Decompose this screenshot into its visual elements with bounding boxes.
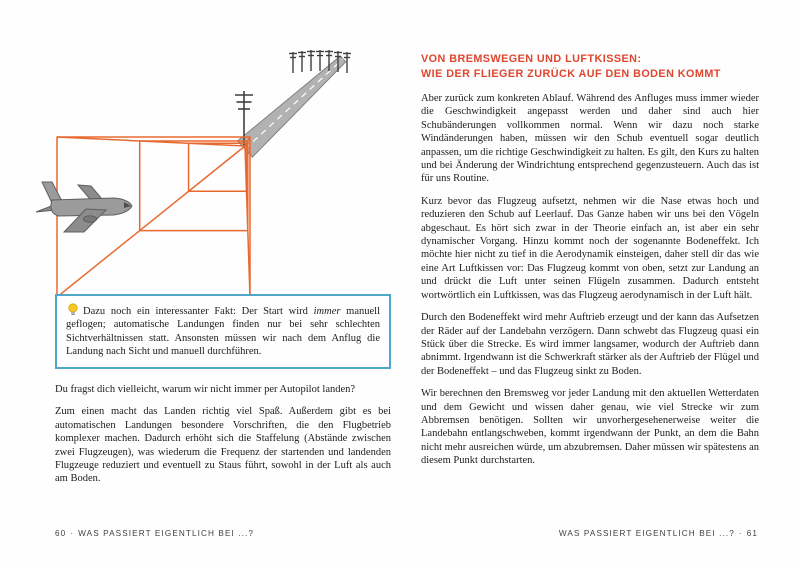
left-page <box>55 0 391 566</box>
tip-text-after: manuell geflogen; automatische Landungen finden nur bei sehr schlechten Sichtverhältnissen statt. Ansonsten müssen wir nach dem Anflug die Landung nach Sicht und manuell durchführen. <box>66 306 380 358</box>
tip-text-before: Dazu noch ein interessanter Fakt: Der Start wird <box>83 306 314 317</box>
paragraph: Durch den Bodeneffekt wird mehr Auftrieb erzeugt und der kann das Aufsetzen der Räder auf der Landebahn verzögern. Dann schwebt das Flugzeug quasi ein Stück über die Strecke. Es wird immer langsamer, wodurch der Auftrieb dann abnimmt. Irgendwann ist die Schwerkraft stärker als der Auftrieb der Flügel und der Bodeneffekt – und das Flugzeug sinkt zu Boden. <box>421 312 759 377</box>
approach-illustration <box>30 16 390 294</box>
section-heading <box>421 52 759 82</box>
tip-box <box>55 294 391 369</box>
right-page-number: 61 <box>746 529 758 538</box>
runway <box>238 56 346 157</box>
right-page <box>421 0 759 566</box>
paragraph: Wir berechnen den Bremsweg vor jeder Landung mit den aktuellen Wetterdaten und dem Gewicht und wissen daher genau, wie viel Strecke wir zum Abbremsen benötigen. Sollten wir unvorhergesehenerweise weiter die Landebahn entlangschweben, kommt irgendwann der Punkt, an dem die Bahn nicht mehr ausreichen würde, um abzubremsen. Daher müssen wir spätestens an diesem Punkt durchstarten. <box>421 388 759 467</box>
footer-separator: · <box>738 529 743 538</box>
footer-separator: · <box>70 529 75 538</box>
tip-text-emphasis: immer <box>313 306 341 317</box>
lightbulb-icon <box>66 303 80 316</box>
paragraph: Zum einen macht das Landen richtig viel Spaß. Außerdem gibt es bei automatischen Landungen besondere Vorschriften, die den Flugbetrieb komplexer machen. Dadurch erhöht sich die Staffelung (Abstände zwischen zwei Flugzeugen), was wiederum die Frequenz der startenden und landenden Flugzeuge reduziert und eventuell zu Staus führt, sowohl in der Luft als auch am Boden. <box>55 406 391 485</box>
right-running-title: WAS PASSIERT EIGENTLICH BEI ...? <box>558 529 735 538</box>
paragraph: Du fragst dich vielleicht, warum wir nicht immer per Autopilot landen? <box>55 384 356 395</box>
left-running-title: WAS PASSIERT EIGENTLICH BEI ...? <box>78 529 255 538</box>
left-page-footer <box>55 529 254 538</box>
section-heading-line1: VON BREMSWEGEN UND LUFTKISSEN: <box>421 53 642 65</box>
section-heading-line2: WIE DER FLIEGER ZURÜCK AUF DEN BODEN KOMMT <box>421 68 721 80</box>
paragraph: Kurz bevor das Flugzeug aufsetzt, nehmen wir die Nase etwas hoch und reduzieren den Schub auf Leerlauf. Das Ganze haben wir uns bei den Vögeln abgeschaut. Es hört sich zwar in der Theorie einfach an, ist aber ein sehr dynamischer Vorgang. Hinzu kommt noch der sogenannte Bodeneffekt. Ich möchte hier nicht zu tief in die Aerodynamik einsteigen, daher stell dir das wie eine Art Luftkissen vor: Das Flugzeug kommt von oben, setzt zur Landung an und drückt die Luft unter seinen Flügeln zusammen. Dadurch entsteht wortwörtlich ein Luftkissen, was das Flugzeug aerodynamisch in der Luft hält. <box>421 195 759 301</box>
left-page-number: 60 <box>55 529 67 538</box>
left-page-body <box>55 383 391 495</box>
paragraph: Aber zurück zum konkreten Ablauf. Während des Anfluges muss immer wieder die Geschwindigkeit angepasst werden und daher sind auch hier Schubänderungen vollkommen normal. Wenn wir dazu noch starke Windänderungen haben, müssen wir den Schub eventuell sogar deutlich anpassen, um die richtige Geschwindigkeit zu halten. Es gilt, den Kurs zu halten und bei Änderung der Windrichtung entsprechend gegenzusteuern. Auch das ist für uns Routine. <box>421 93 759 185</box>
airplane-icon <box>36 182 132 232</box>
right-page-footer <box>559 529 758 538</box>
